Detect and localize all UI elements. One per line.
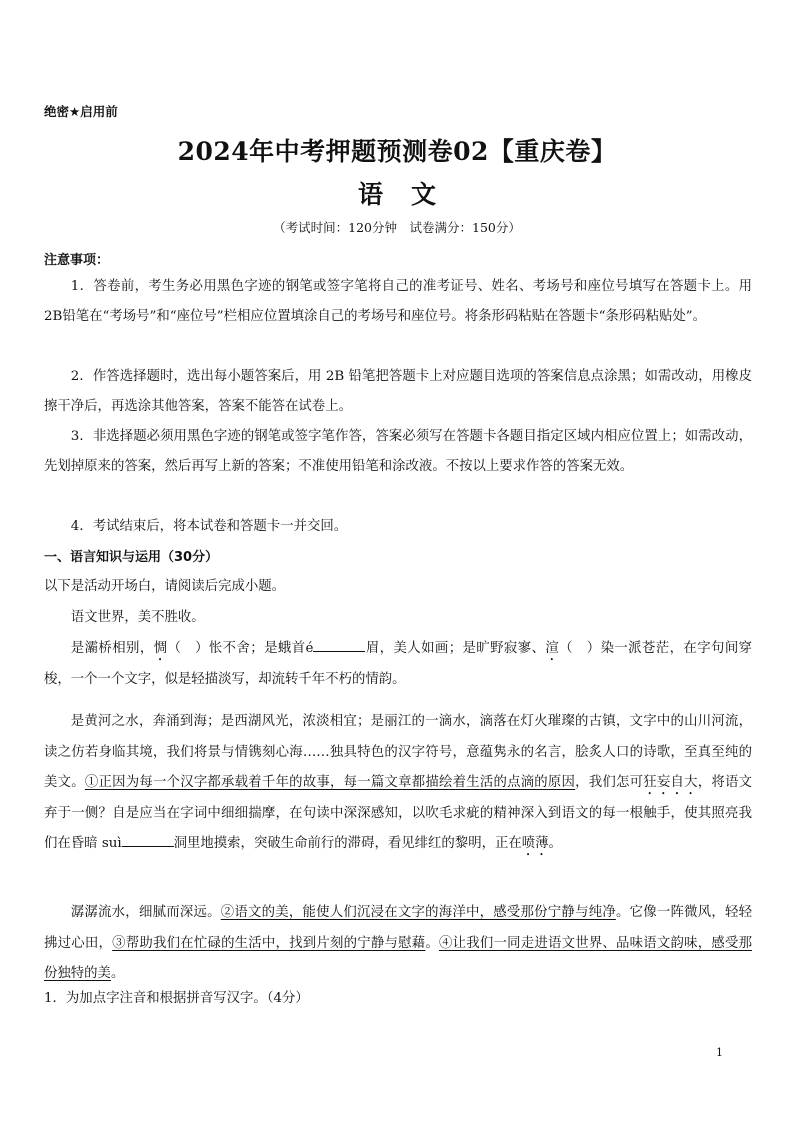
p3-text-e: 。: [548, 836, 562, 851]
underlined-sentence-1: ①正因为每一个汉字都承载着千年的故事，每一篇文章都描绘着生活的点滴的原因: [84, 775, 576, 790]
p2-text-b: （ ）怅不舍；是蛾首é: [167, 641, 314, 656]
p4-text-a: 潺潺流水，细腻而深远。: [70, 905, 221, 920]
p3-text-b: ，我们怎可: [575, 775, 644, 790]
subject-title: [0, 175, 794, 211]
notice-item-2: 2．作答选择题时，选出每小题答案后，用 2B 铅笔把答题卡上对应题目选项的答案信息点涂黑；如需改动，用橡皮擦干净后，再选涂其他答案，答案不能答在试卷上。: [44, 369, 752, 414]
notice-heading: 注意事项：: [44, 253, 110, 268]
dotted-char-chou: 惆: [153, 641, 168, 656]
p3-text-a: 是黄河之水，奔涌到海；是西湖风光，浓淡相宜；是丽江的一滴水，滴落在灯火璀璨的古镇，文字中的山川河流，读之仿若身临其境，我们将景与情镌刻心海……独具特色的汉字符号，意蕴隽永的名言，脍炙人口的诗歌，至真至纯的美文。: [44, 714, 752, 790]
exam-title: 2024年中考押题预测卷02【重庆卷】: [177, 137, 617, 166]
subject-char-2: 文: [411, 180, 437, 209]
dotted-char-xuan: 渲: [545, 641, 560, 656]
section-heading: 一、语言知识与运用（30分）: [44, 550, 219, 565]
dotted-phrase-kuangwang: 狂妄自大: [643, 775, 698, 790]
notice-item-1: 1．答卷前，考生务必用黑色字迹的钢笔或签字笔将自己的准考证号、姓名、考场号和座位号填写在答题卡上。用2B铅笔在“考场号”和“座位号”栏相应位置填涂自己的考场号和座位号。将条形码粘贴在答题卡“条形码粘贴处”。: [44, 279, 752, 324]
p4-text-c: 。: [425, 935, 439, 951]
p4-text-b: 。它像一阵微风，轻轻拂过心田，: [44, 905, 753, 951]
classified-label: 绝密★启用前: [44, 104, 118, 119]
dotted-phrase-penbo: 喷薄: [521, 836, 549, 851]
p4-text-d: 。: [110, 966, 125, 981]
page-number: 1: [716, 1046, 723, 1059]
passage-paragraph-3: [44, 707, 752, 860]
p2-text-c: 眉，美人如画；是旷野寂寥、: [365, 641, 546, 656]
section-intro: 以下是活动开场白，请阅读后完成小题。: [44, 579, 286, 594]
question-1: 1．为加点字注音和根据拼音写汉字。（4分）: [44, 991, 309, 1006]
p3-text-d: 洞里地摸索，突破生命前行的滞碍，看见绯红的黎明，正在: [173, 836, 522, 851]
passage-paragraph-4: [44, 898, 752, 990]
p3-text-c: ，将语文弃于一侧？自是应当在字词中细细揣摩，在句读中深深感知，以吹毛求疵的精神深入到语文的每一根触手，使其照亮我们在昏暗 suì: [44, 775, 753, 851]
underlined-sentence-3: ③帮助我们在忙碌的生活中，找到片刻的宁静与慰藉: [112, 935, 426, 951]
notice-item-4: 4．考试结束后，将本试卷和答题卡一并交回。: [70, 519, 348, 534]
passage-paragraph-2: [44, 634, 752, 695]
answer-blank-sui: [122, 833, 174, 847]
passage-paragraph-1: 语文世界，美不胜收。: [70, 610, 205, 625]
underlined-sentence-2: ②语文的美，能使人们沉浸在文字的海洋中，感受那份宁静与纯净: [220, 905, 616, 920]
answer-blank-e: [313, 638, 365, 652]
p2-text-a: 是灞桥相别，: [70, 641, 154, 656]
underlined-sentence-4: ④让我们一同走进语文世界、品味语文韵味，感受那份独特的美: [44, 935, 753, 981]
exam-time-info: （考试时间：120分钟 试卷满分：150分）: [273, 220, 521, 235]
p2-text-d: （ ）染一派苍茫，在字句间穿梭，一个一个文字，似是轻描淡写，却流转千年不朽的情韵。: [44, 641, 753, 687]
subject-char-1: 语: [357, 180, 383, 209]
notice-item-3: 3．非选择题必须用黑色字迹的钢笔或签字笔作答，答案必须写在答题卡各题目指定区域内相应位置上；如需改动，先划掉原来的答案，然后再写上新的答案；不准使用铅笔和涂改液。不按以上要求作答的答案无效。: [44, 429, 752, 474]
